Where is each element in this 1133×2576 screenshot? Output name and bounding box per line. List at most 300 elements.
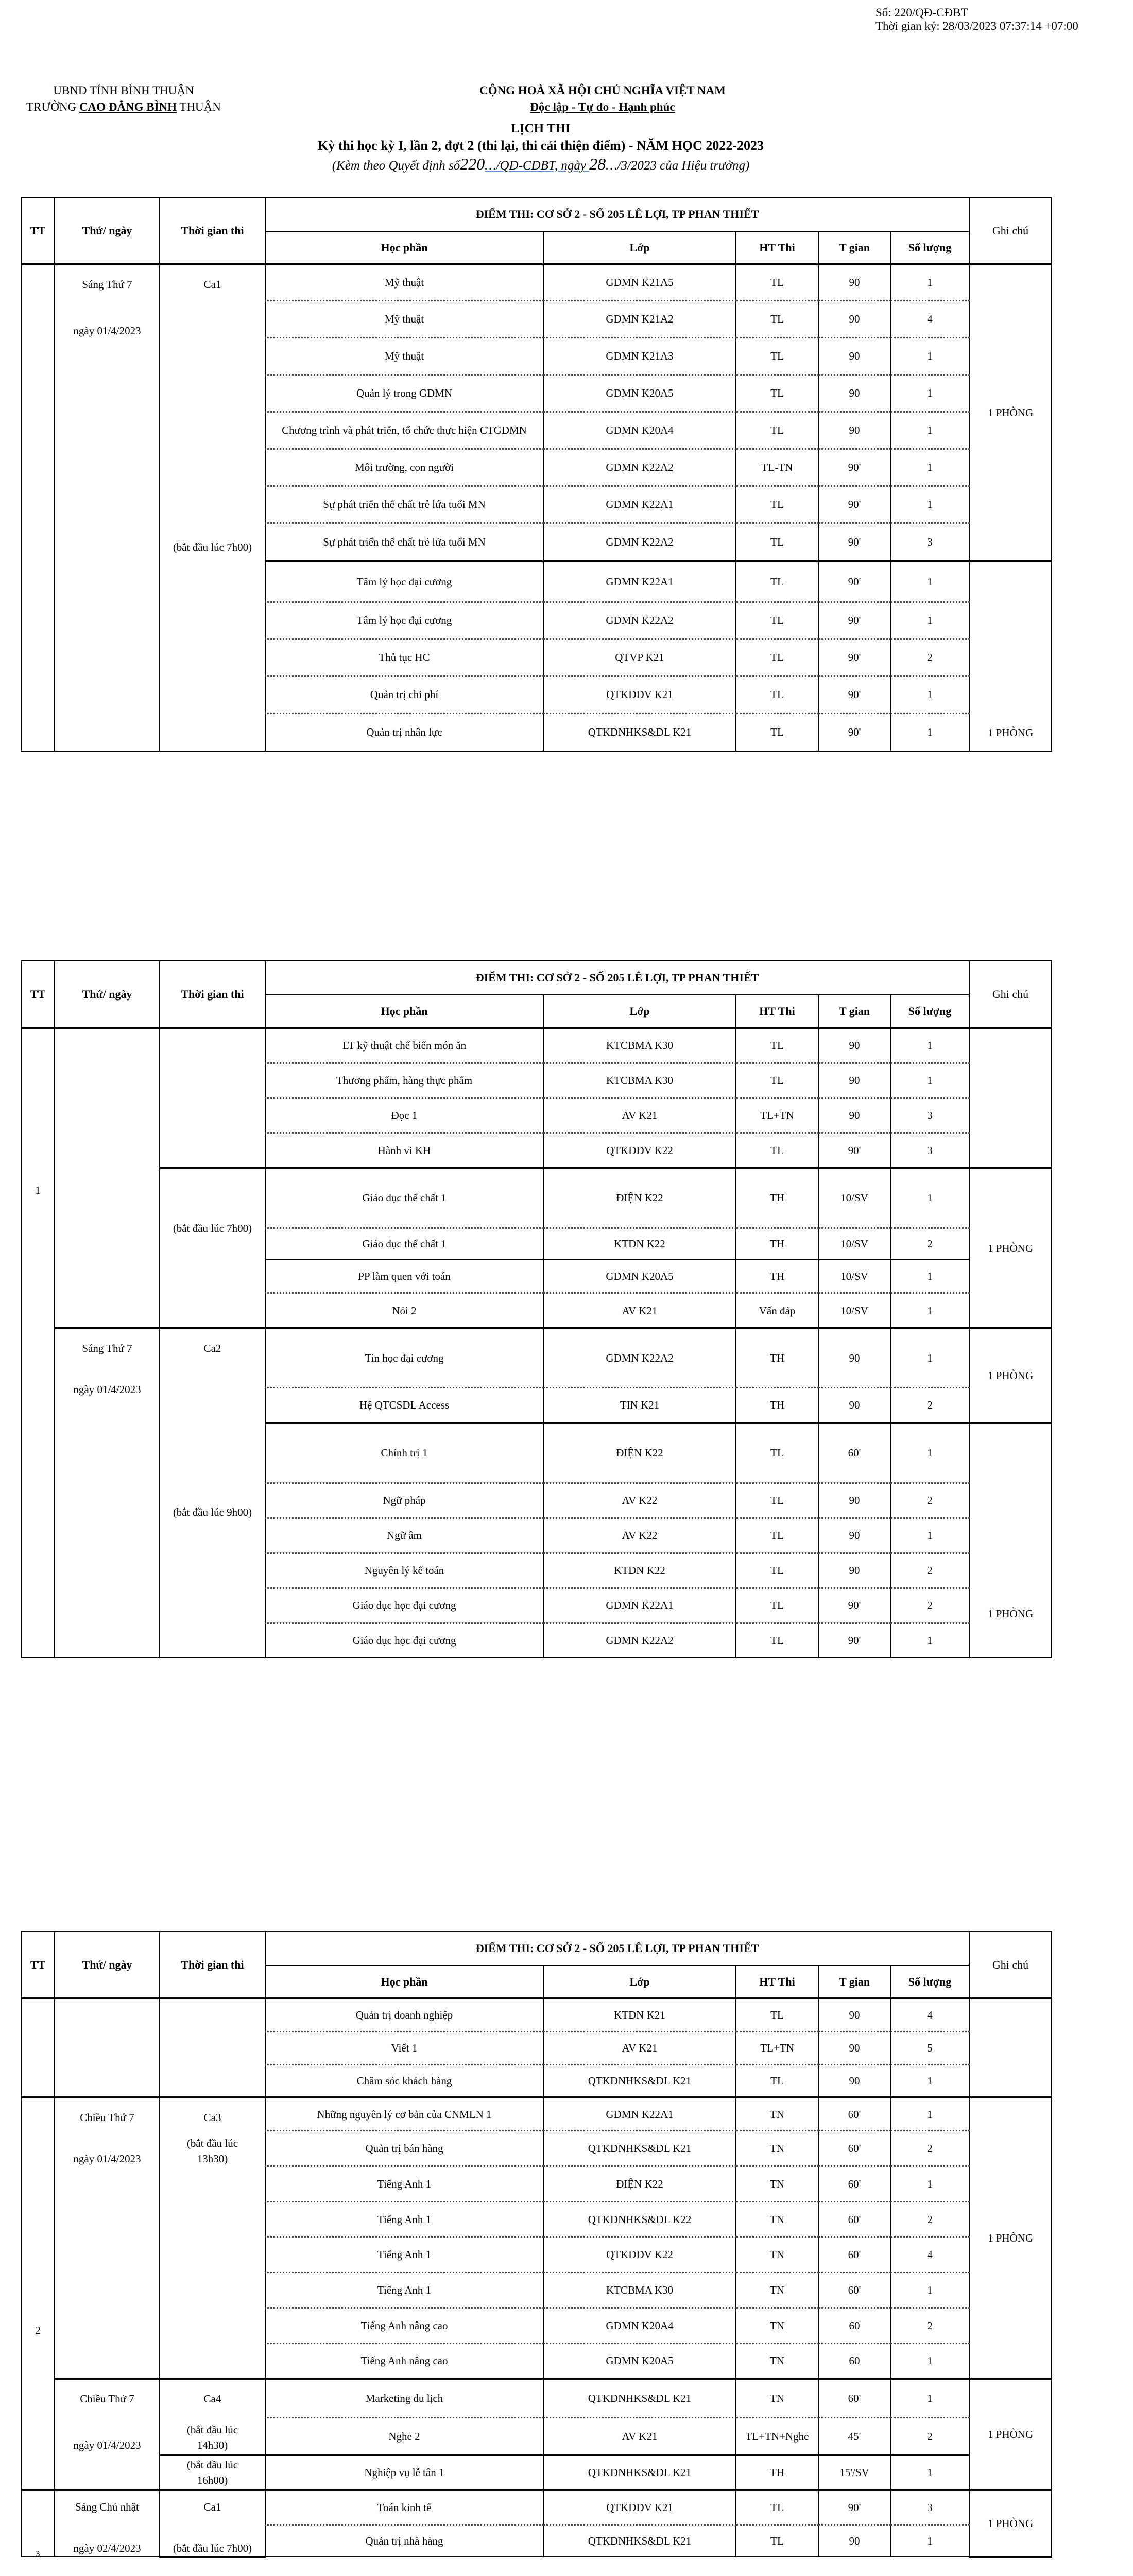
cell-class: AV K22 — [543, 1483, 736, 1518]
cell-dur: 10/SV — [818, 1228, 890, 1259]
cell-stack — [162, 1181, 263, 1315]
cell-tt — [21, 264, 55, 751]
cell-form: TH — [736, 2455, 818, 2490]
cell-class: AV K21 — [543, 1098, 736, 1133]
col-duration: T gian — [818, 995, 890, 1028]
cell-course: Quản trị doanh nghiệp — [265, 1998, 543, 2031]
spacer — [162, 292, 263, 539]
cell-count: 2 — [890, 2308, 969, 2343]
cell-form: Vấn đáp — [736, 1293, 818, 1328]
cell-count: 1 — [890, 2097, 969, 2131]
cell-course: Sự phát triển thể chất trẻ lứa tuổi MN — [265, 486, 543, 523]
col-duration: T gian — [818, 1965, 890, 1998]
cell-class: QTKDNHKS&DL K21 — [543, 2455, 736, 2490]
table-row — [21, 2490, 1052, 2524]
cell-class: GDMN K22A1 — [543, 1588, 736, 1623]
cell-form: TN — [736, 2237, 818, 2273]
cell-form: TL — [736, 602, 818, 639]
decision-prefix: (Kèm theo Quyết định số — [332, 159, 460, 173]
cell-count: 1 — [890, 1623, 969, 1658]
spacer — [24, 2103, 52, 2323]
doc-title: LỊCH THI — [511, 122, 571, 135]
cell-count: 1 — [890, 1328, 969, 1387]
cell-count: 2 — [890, 1228, 969, 1259]
cell-stack — [162, 2110, 263, 2378]
cell-count: 2 — [890, 2417, 969, 2455]
cell-course: Nghe 2 — [265, 2417, 543, 2455]
cell-course: Viết 1 — [265, 2031, 543, 2064]
session-start: (bắt đầu lúc 7h00) — [173, 541, 252, 553]
cell-course: Hành vi KH — [265, 1133, 543, 1168]
issuer-block — [15, 82, 232, 115]
cell-count: 1 — [890, 1259, 969, 1293]
cell-session — [160, 2379, 265, 2455]
note-cell: 1 PHÒNG — [969, 264, 1052, 561]
spacer — [24, 1198, 52, 1658]
cell-day — [55, 2097, 160, 2379]
cell-class: AV K22 — [543, 1518, 736, 1553]
cell-dur: 10/SV — [818, 1168, 890, 1228]
cell-stack — [57, 2499, 157, 2556]
cell-course: Giáo dục học đại cương — [265, 1623, 543, 1658]
cell-dur: 60' — [818, 2237, 890, 2273]
cell-form: TN — [736, 2166, 818, 2201]
spacer — [57, 2515, 157, 2540]
cell-form: TL — [736, 1588, 818, 1623]
cell-form: TH — [736, 1259, 818, 1293]
cell-form: TL — [736, 1028, 818, 1063]
col-count: Số lượng — [890, 231, 969, 264]
cell-dur: 90' — [818, 2490, 890, 2524]
cell-session — [160, 1028, 265, 1168]
decision-num: 220 — [460, 155, 485, 173]
cell-course: Marketing du lịch — [265, 2379, 543, 2417]
cell-count: 2 — [890, 2201, 969, 2237]
date-label: ngày 01/4/2023 — [73, 325, 141, 337]
cell-course: Quản trị nhân lực — [265, 713, 543, 751]
cell-stack — [162, 2391, 263, 2453]
cell-class: ĐIỆN K22 — [543, 2166, 736, 2201]
cell-session — [160, 264, 265, 751]
cell-session — [160, 1998, 265, 2097]
note-cell: 1 PHÒNG — [969, 561, 1052, 751]
table-row — [21, 1328, 1052, 1387]
cell-count: 1 — [890, 264, 969, 300]
cell-class: AV K21 — [543, 2031, 736, 2064]
digital-signature — [876, 6, 1078, 33]
cell-count: 4 — [890, 300, 969, 337]
cell-course: Mỹ thuật — [265, 300, 543, 337]
cell-form: TL — [736, 676, 818, 713]
cell-class: QTKDNHKS&DL K21 — [543, 2524, 736, 2557]
cell-class: QTKDNHKS&DL K21 — [543, 713, 736, 751]
cell-count: 1 — [890, 412, 969, 449]
col-course: Học phần — [265, 231, 543, 264]
cell-stack — [57, 2110, 157, 2378]
cell-count: 1 — [890, 486, 969, 523]
cell-course: Ngữ âm — [265, 1518, 543, 1553]
cell-course: Quản trị bán hàng — [265, 2131, 543, 2166]
cell-dur: 90' — [818, 486, 890, 523]
cell-course: Giáo dục thể chất 1 — [265, 1168, 543, 1228]
tt-number: 3 — [36, 2551, 40, 2556]
cell-count: 3 — [890, 2490, 969, 2524]
cell-class: QTKDDV K22 — [543, 1133, 736, 1168]
cell-class: GDMN K22A1 — [543, 561, 736, 602]
note-cell: 1 PHÒNG — [969, 2379, 1052, 2490]
spacer — [57, 2166, 157, 2378]
date-label: ngày 01/4/2023 — [73, 2439, 141, 2451]
cell-course: Chăm sóc khách hàng — [265, 2064, 543, 2097]
doc-subtitle: Kỳ thi học kỳ I, lần 2, đợt 2 (thi lại, thi cải thiện điểm) - NĂM HỌC 2022-2023 — [318, 138, 764, 153]
cell-dur: 90 — [818, 1483, 890, 1518]
cell-form: TL — [736, 1483, 818, 1518]
cell-dur: 10/SV — [818, 1293, 890, 1328]
table-row — [21, 1028, 1052, 1063]
cell-class: QTVP K21 — [543, 639, 736, 676]
cell-course: Quản trị nhà hàng — [265, 2524, 543, 2557]
cell-count: 1 — [890, 713, 969, 751]
cell-dur: 90' — [818, 676, 890, 713]
cell-dur: 90 — [818, 300, 890, 337]
cell-course: Tiếng Anh nâng cao — [265, 2308, 543, 2343]
cell-class: GDMN K21A2 — [543, 300, 736, 337]
col-class: Lớp — [543, 1965, 736, 1998]
cell-count: 1 — [890, 2455, 969, 2490]
cell-course: Môi trường, con người — [265, 449, 543, 486]
col-note: Ghi chú — [969, 197, 1052, 264]
cell-form: TL+TN — [736, 1098, 818, 1133]
col-day: Thứ/ ngày — [55, 961, 160, 1028]
cell-session — [160, 2097, 265, 2379]
decision-ref — [0, 155, 1082, 174]
cell-count: 2 — [890, 1588, 969, 1623]
cell-dur: 90' — [818, 523, 890, 561]
cell-dur: 60 — [818, 2343, 890, 2379]
spacer — [162, 1181, 263, 1221]
spacer — [162, 1520, 263, 1609]
col-form: HT Thi — [736, 231, 818, 264]
session-start: (bắt đầu lúc 13h30) — [186, 2137, 238, 2165]
cell-dur: 90 — [818, 2031, 890, 2064]
cell-class: GDMN K20A5 — [543, 1259, 736, 1293]
date-label: ngày 01/4/2023 — [73, 1383, 141, 1396]
cell-session — [160, 1168, 265, 1328]
cell-dur: 90 — [818, 2064, 890, 2097]
cell-form: TN — [736, 2308, 818, 2343]
cell-dur: 60' — [818, 2273, 890, 2308]
cell-stack — [24, 2500, 52, 2556]
cell-class: GDMN K21A5 — [543, 264, 736, 300]
cell-dur: 60' — [818, 2166, 890, 2201]
cell-course: Tâm lý học đại cương — [265, 602, 543, 639]
cell-count: 2 — [890, 1553, 969, 1588]
cell-dur: 90' — [818, 561, 890, 602]
cell-form: TL — [736, 2490, 818, 2524]
cell-form: TL+TN — [736, 2031, 818, 2064]
decision-mid: …/QĐ-CĐBT, ngày — [485, 159, 590, 173]
cell-session — [160, 1328, 265, 1658]
tt-number: 1 — [35, 1183, 41, 1196]
cell-dur: 90' — [818, 713, 890, 751]
cell-count: 2 — [890, 2131, 969, 2166]
cell-form: TL — [736, 639, 818, 676]
cell-stack — [162, 2499, 263, 2556]
col-time: Thời gian thi — [160, 197, 265, 264]
cell-form: TH — [736, 1168, 818, 1228]
cell-form: TN — [736, 2343, 818, 2379]
cell-dur: 60' — [818, 2379, 890, 2417]
cell-form: TL — [736, 486, 818, 523]
col-count: Số lượng — [890, 995, 969, 1028]
cell-form: TL — [736, 1063, 818, 1098]
cell-course: Tiếng Anh nâng cao — [265, 2343, 543, 2379]
cell-count: 1 — [890, 1423, 969, 1483]
cell-form: TL-TN — [736, 449, 818, 486]
spacer — [162, 1236, 263, 1315]
cell-class: GDMN K22A2 — [543, 602, 736, 639]
table-row — [21, 1998, 1052, 2031]
cell-dur: 60' — [818, 2201, 890, 2237]
cell-count: 3 — [890, 1133, 969, 1168]
table-row — [21, 1168, 1052, 1228]
note-cell: 1 PHÒNG — [969, 2490, 1052, 2557]
cell-dur: 10/SV — [818, 1259, 890, 1293]
spacer — [24, 2500, 52, 2551]
cell-form: TL+TN+Nghe — [736, 2417, 818, 2455]
cell-class: KTCBMA K30 — [543, 1063, 736, 1098]
cell-class: QTKDNHKS&DL K21 — [543, 2379, 736, 2417]
cell-form: TL — [736, 1423, 818, 1483]
cell-course: Chính trị 1 — [265, 1423, 543, 1483]
col-course: Học phần — [265, 1965, 543, 1998]
cell-count: 1 — [890, 449, 969, 486]
cell-form: TL — [736, 1623, 818, 1658]
cell-dur: 90 — [818, 1553, 890, 1588]
decision-day: 28 — [589, 155, 606, 173]
cell-count: 3 — [890, 523, 969, 561]
decision-number: Số: 220/QĐ-CĐBT — [876, 6, 968, 19]
col-count: Số lượng — [890, 1965, 969, 1998]
cell-course: Thương phẩm, hàng thực phẩm — [265, 1063, 543, 1098]
cell-session — [160, 2455, 265, 2490]
table-row — [21, 2379, 1052, 2417]
cell-count: 1 — [890, 2379, 969, 2417]
cell-day — [55, 1028, 160, 1328]
cell-form: TH — [736, 1328, 818, 1387]
issuer-authority: UBND TỈNH BÌNH THUẬN — [53, 84, 194, 97]
cell-dur: 90' — [818, 639, 890, 676]
col-note: Ghi chú — [969, 1931, 1052, 1998]
cell-tt — [21, 2097, 55, 2490]
location-header: ĐIỂM THI: CƠ SỞ 2 - SỐ 205 LÊ LỢI, TP PHAN THIẾT — [265, 961, 969, 995]
cell-count: 2 — [890, 639, 969, 676]
cell-course: Tâm lý học đại cương — [265, 561, 543, 602]
day-label: Sáng Thứ 7 — [82, 278, 132, 291]
cell-form: TL — [736, 1518, 818, 1553]
issuer-school — [15, 99, 232, 115]
cell-count: 1 — [890, 337, 969, 375]
cell-dur: 90 — [818, 1098, 890, 1133]
cell-class: GDMN K20A4 — [543, 2308, 736, 2343]
session-start: (bắt đầu lúc 14h30) — [186, 2424, 238, 2451]
col-form: HT Thi — [736, 1965, 818, 1998]
cell-class: GDMN K22A2 — [543, 1328, 736, 1387]
cell-dur: 90 — [818, 1998, 890, 2031]
session-label: Ca1 — [203, 2501, 221, 2513]
cell-tt — [21, 1998, 55, 2097]
date-label: ngày 01/4/2023 — [73, 2153, 141, 2165]
cell-dur: 90 — [818, 375, 890, 412]
col-day: Thứ/ ngày — [55, 1931, 160, 1998]
cell-form: TN — [736, 2379, 818, 2417]
cell-dur: 90' — [818, 1133, 890, 1168]
cell-class: GDMN K20A5 — [543, 2343, 736, 2379]
cell-count: 2 — [890, 1388, 969, 1423]
cell-course: Tiếng Anh 1 — [265, 2166, 543, 2201]
cell-course: Nghiệp vụ lễ tân 1 — [265, 2455, 543, 2490]
cell-class: GDMN K21A3 — [543, 337, 736, 375]
spacer — [57, 338, 157, 751]
cell-course: LT kỹ thuật chế biến món ăn — [265, 1028, 543, 1063]
col-tt: TT — [21, 197, 55, 264]
decision-suffix: …/3/2023 của Hiệu trưởng) — [606, 159, 750, 173]
cell-dur: 15'/SV — [818, 2455, 890, 2490]
cell-stack — [162, 2457, 263, 2488]
cell-dur: 90 — [818, 2524, 890, 2557]
cell-tt — [21, 2490, 55, 2557]
cell-class: QTKDNHKS&DL K21 — [543, 2131, 736, 2166]
cell-dur: 60' — [818, 2097, 890, 2131]
cell-count: 1 — [890, 1063, 969, 1098]
session-start: (bắt đầu lúc 16h00) — [186, 2459, 238, 2487]
session-label: Ca2 — [203, 1342, 221, 1355]
cell-class: QTKDNHKS&DL K22 — [543, 2201, 736, 2237]
cell-dur: 90 — [818, 264, 890, 300]
col-time: Thời gian thi — [160, 961, 265, 1028]
cell-day — [55, 2490, 160, 2557]
cell-class: KTDN K22 — [543, 1228, 736, 1259]
cell-class: GDMN K22A2 — [543, 449, 736, 486]
cell-stack — [162, 277, 263, 555]
cell-dur: 90' — [818, 1588, 890, 1623]
col-day: Thứ/ ngày — [55, 197, 160, 264]
cell-count: 1 — [890, 1168, 969, 1228]
cell-count: 1 — [890, 1293, 969, 1328]
cell-form: TL — [736, 300, 818, 337]
note-cell: 1 PHÒNG — [969, 2097, 1052, 2379]
cell-day — [55, 2379, 160, 2490]
cell-stack — [24, 2103, 52, 2484]
cell-course: Hệ QTCSDL Access — [265, 1388, 543, 1423]
cell-form: TL — [736, 561, 818, 602]
school-part-1: TRƯỜNG — [26, 100, 79, 113]
cell-stack — [57, 2391, 157, 2489]
spacer — [57, 1397, 157, 1608]
cell-dur: 90 — [818, 1518, 890, 1553]
cell-dur: 90' — [818, 449, 890, 486]
signing-time: Thời gian ký: 28/03/2023 07:37:14 +07:00 — [876, 20, 1078, 32]
cell-class: AV K21 — [543, 2417, 736, 2455]
cell-form: TN — [736, 2273, 818, 2308]
spacer — [162, 1356, 263, 1504]
cell-count: 1 — [890, 2064, 969, 2097]
col-class: Lớp — [543, 231, 736, 264]
col-duration: T gian — [818, 231, 890, 264]
cell-form: TL — [736, 523, 818, 561]
cell-course: Nguyên lý kế toán — [265, 1553, 543, 1588]
schedule-table-1 — [21, 197, 1052, 752]
cell-course: Tiếng Anh 1 — [265, 2237, 543, 2273]
cell-course: Đọc 1 — [265, 1098, 543, 1133]
schedule-table-2 — [21, 960, 1052, 1658]
cell-dur: 90 — [818, 1028, 890, 1063]
cell-class: GDMN K20A4 — [543, 412, 736, 449]
table-row — [21, 2455, 1052, 2490]
cell-dur: 90' — [818, 1623, 890, 1658]
cell-form: TN — [736, 2131, 818, 2166]
cell-dur: 45' — [818, 2417, 890, 2455]
cell-class: ĐIỆN K22 — [543, 1168, 736, 1228]
cell-class: QTKDDV K21 — [543, 2490, 736, 2524]
date-label: ngày 02/4/2023 — [73, 2542, 141, 2554]
cell-count: 1 — [890, 2273, 969, 2308]
spacer — [24, 1029, 52, 1182]
cell-dur: 60' — [818, 2131, 890, 2166]
cell-count: 5 — [890, 2031, 969, 2064]
cell-count: 4 — [890, 1998, 969, 2031]
cell-session — [160, 2490, 265, 2557]
cell-dur: 90 — [818, 1388, 890, 1423]
cell-course: Mỹ thuật — [265, 264, 543, 300]
cell-course: Toán kinh tế — [265, 2490, 543, 2524]
cell-count: 1 — [890, 1028, 969, 1063]
note-cell — [969, 1028, 1052, 1168]
session-start: (bắt đầu lúc 9h00) — [173, 1505, 252, 1518]
cell-form: TL — [736, 1553, 818, 1588]
session-start: (bắt đầu lúc 7h00) — [173, 2542, 252, 2554]
cell-form: TL — [736, 264, 818, 300]
note-cell: 1 PHÒNG — [969, 1328, 1052, 1422]
cell-class: GDMN K20A5 — [543, 375, 736, 412]
cell-count: 1 — [890, 676, 969, 713]
cell-class: KTCBMA K30 — [543, 2273, 736, 2308]
cell-course: Mỹ thuật — [265, 337, 543, 375]
cell-day — [55, 1998, 160, 2097]
cell-count: 4 — [890, 2237, 969, 2273]
table-row — [21, 2097, 1052, 2131]
motto: Độc lập - Tự do - Hạnh phúc — [530, 100, 675, 113]
cell-dur: 90 — [818, 1328, 890, 1387]
cell-tt — [21, 1028, 55, 1658]
cell-form: TH — [736, 1388, 818, 1423]
cell-course: Tiếng Anh 1 — [265, 2273, 543, 2308]
cell-day — [55, 264, 160, 751]
cell-class: KTDN K22 — [543, 1553, 736, 1588]
cell-course: Quản trị chi phí — [265, 676, 543, 713]
cell-form: TN — [736, 2097, 818, 2131]
cell-dur: 90 — [818, 1063, 890, 1098]
cell-course: Tin học đại cương — [265, 1328, 543, 1387]
cell-dur: 60' — [818, 1423, 890, 1483]
cell-stack — [162, 1341, 263, 1608]
cell-class: GDMN K22A2 — [543, 523, 736, 561]
cell-dur: 60 — [818, 2308, 890, 2343]
note-cell — [969, 1998, 1052, 2097]
col-tt: TT — [21, 1931, 55, 1998]
cell-course: Ngữ pháp — [265, 1483, 543, 1518]
cell-form: TL — [736, 2064, 818, 2097]
